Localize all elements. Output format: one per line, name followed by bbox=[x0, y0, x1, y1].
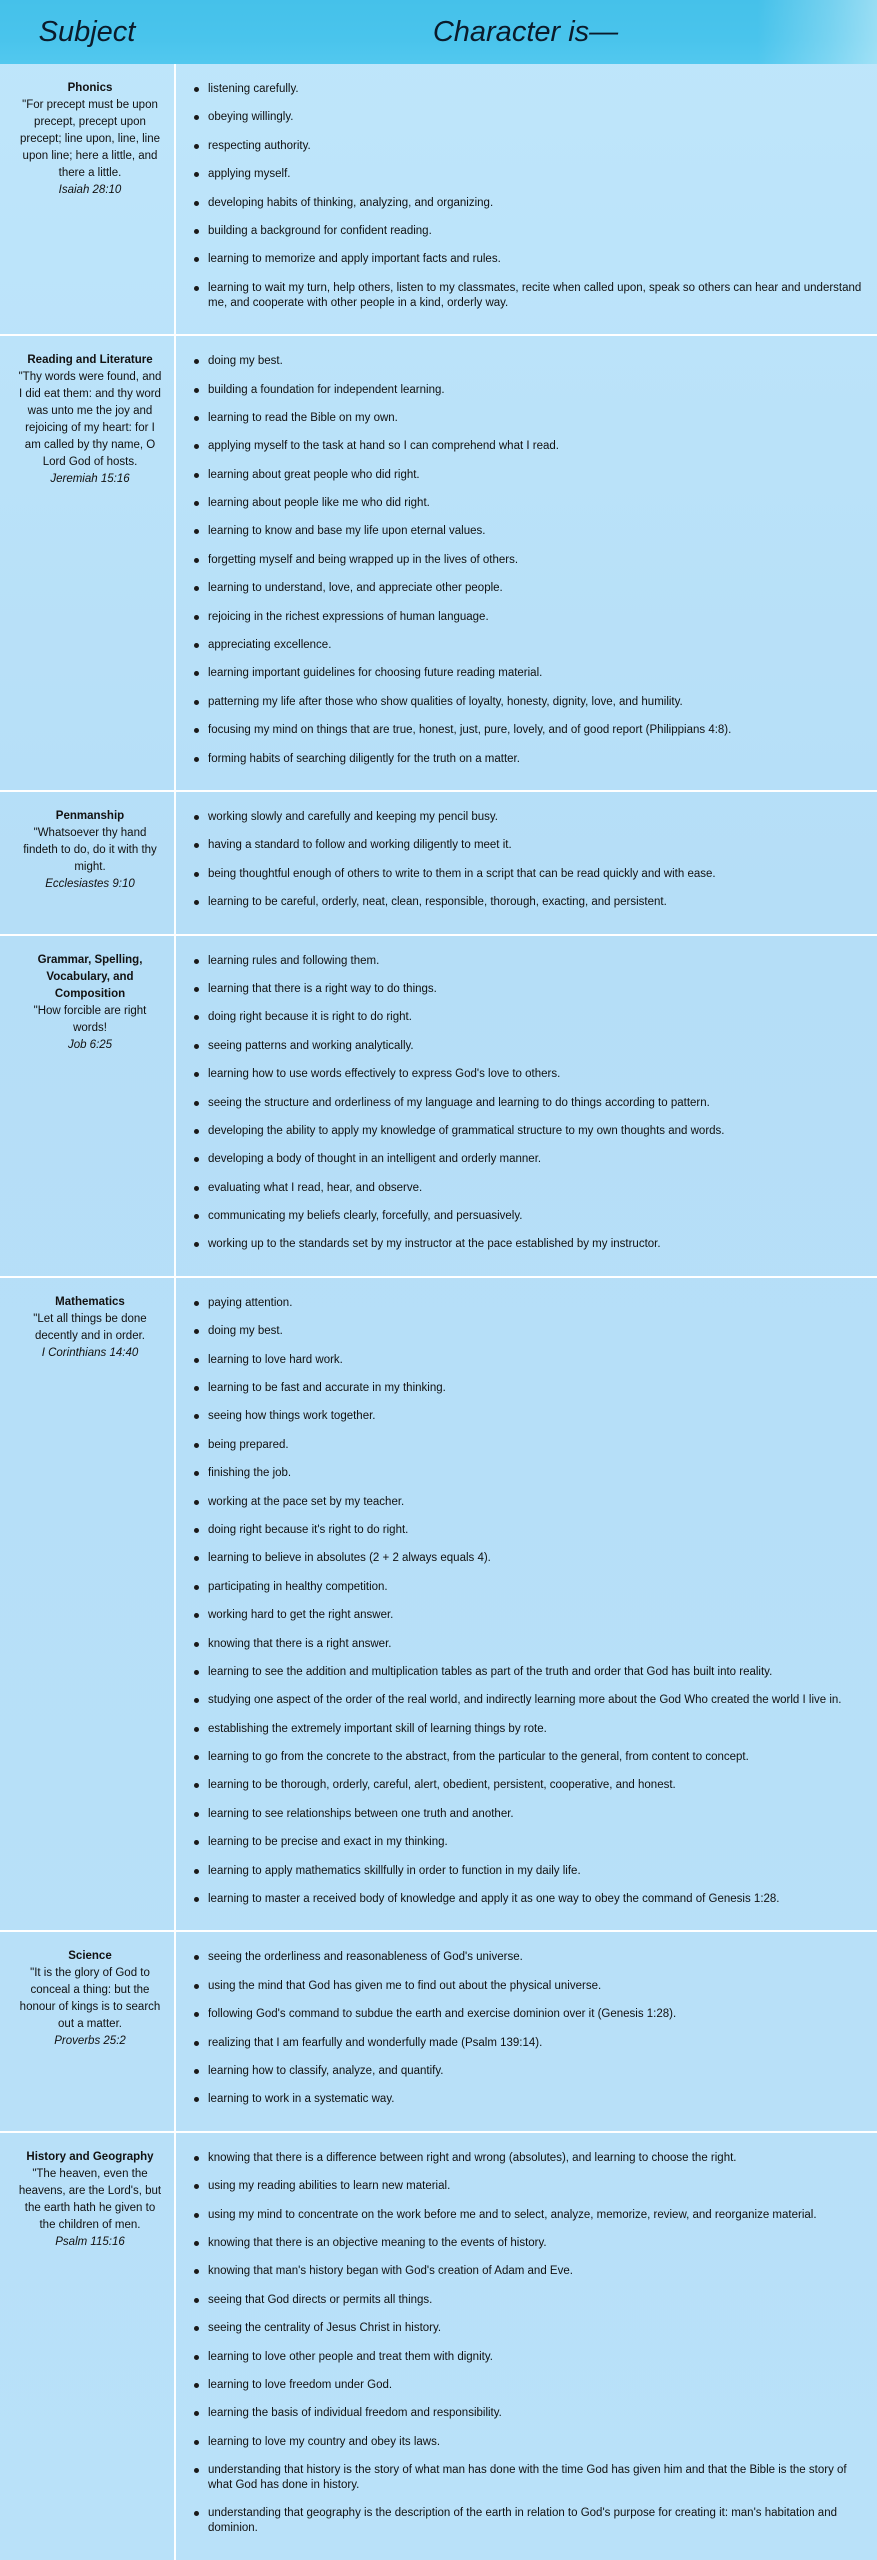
subject-name: Science bbox=[68, 1950, 112, 1963]
character-item: developing habits of thinking, analyzing, and organizing. bbox=[192, 196, 867, 211]
character-item: developing a body of thought in an intelligent and orderly manner. bbox=[192, 1152, 867, 1167]
table-header bbox=[0, 0, 877, 64]
character-item: communicating my beliefs clearly, forcefully, and persuasively. bbox=[192, 1209, 867, 1224]
character-item: respecting authority. bbox=[192, 139, 867, 154]
character-item: learning to read the Bible on my own. bbox=[192, 411, 867, 426]
scripture-verse: "Thy words were found, and I did eat them: and thy word was unto me the joy and rejoicing of my heart: for I am called by thy name, O Lord God of hosts. bbox=[18, 371, 162, 469]
character-item: knowing that there is an objective meaning to the events of history. bbox=[192, 2236, 867, 2251]
character-cell bbox=[174, 792, 877, 934]
character-item: building a background for confident reading. bbox=[192, 224, 867, 239]
character-item: forgetting myself and being wrapped up in the lives of others. bbox=[192, 553, 867, 568]
character-list bbox=[192, 1950, 867, 2107]
character-item: paying attention. bbox=[192, 1296, 867, 1311]
subject-row bbox=[0, 1930, 877, 2130]
subject-name: History and Geography bbox=[26, 2150, 154, 2163]
character-item: learning to know and base my life upon eternal values. bbox=[192, 524, 867, 539]
character-item: following God's command to subdue the earth and exercise dominion over it (Genesis 1:28). bbox=[192, 2007, 867, 2022]
character-item: establishing the extremely important skill of learning things by rote. bbox=[192, 1722, 867, 1737]
subject-name: Penmanship bbox=[55, 809, 125, 822]
subject-name: Grammar, Spelling, Vocabulary, and Composition bbox=[37, 953, 143, 1000]
character-item: developing the ability to apply my knowledge of grammatical structure to my own thoughts and words. bbox=[192, 1124, 867, 1139]
subject-column-header: Subject bbox=[38, 15, 136, 48]
character-item: learning to believe in absolutes (2 + 2 always equals 4). bbox=[192, 1551, 867, 1566]
character-item: seeing how things work together. bbox=[192, 1409, 867, 1424]
character-item: evaluating what I read, hear, and observe. bbox=[192, 1181, 867, 1196]
subject-row bbox=[0, 334, 877, 790]
character-item: learning to love freedom under God. bbox=[192, 2378, 867, 2393]
character-cell bbox=[174, 2133, 877, 2560]
scripture-reference: Job 6:25 bbox=[67, 1038, 113, 1051]
character-item: seeing the orderliness and reasonableness of God's universe. bbox=[192, 1950, 867, 1965]
character-item: learning about people like me who did right. bbox=[192, 496, 867, 511]
character-item: building a foundation for independent learning. bbox=[192, 383, 867, 398]
character-list bbox=[192, 954, 867, 1253]
scripture-verse: "It is the glory of God to conceal a thing: but the honour of kings is to search out a matter. bbox=[19, 1967, 161, 2031]
character-item: patterning my life after those who show qualities of loyalty, honesty, dignity, love, and humility. bbox=[192, 695, 867, 710]
character-item: having a standard to follow and working diligently to meet it. bbox=[192, 838, 867, 853]
scripture-reference: I Corinthians 14:40 bbox=[41, 1346, 139, 1359]
character-item: doing right because it is right to do right. bbox=[192, 1010, 867, 1025]
scripture-reference: Ecclesiastes 9:10 bbox=[45, 877, 135, 890]
character-item: doing my best. bbox=[192, 1324, 867, 1339]
character-item: working at the pace set by my teacher. bbox=[192, 1495, 867, 1510]
character-item: learning to see relationships between one truth and another. bbox=[192, 1807, 867, 1822]
subject-table bbox=[0, 64, 877, 2560]
subject-cell bbox=[0, 936, 174, 1276]
character-item: learning to be fast and accurate in my thinking. bbox=[192, 1381, 867, 1396]
character-cell bbox=[174, 336, 877, 790]
character-item: learning to be thorough, orderly, careful, alert, obedient, persistent, cooperative, and honest. bbox=[192, 1778, 867, 1793]
character-item: seeing patterns and working analytically. bbox=[192, 1039, 867, 1054]
subject-cell bbox=[0, 2133, 174, 2560]
scripture-reference: Psalm 115:16 bbox=[55, 2235, 125, 2248]
character-item: learning important guidelines for choosing future reading material. bbox=[192, 666, 867, 681]
character-item: being thoughtful enough of others to write to them in a script that can be read quickly and with ease. bbox=[192, 867, 867, 882]
character-item: obeying willingly. bbox=[192, 110, 867, 125]
character-item: using my mind to concentrate on the work before me and to select, analyze, memorize, review, and reorganize material. bbox=[192, 2208, 867, 2223]
scripture-verse: "Whatsoever thy hand findeth to do, do it with thy might. bbox=[23, 826, 157, 873]
character-item: focusing my mind on things that are true, honest, just, pure, lovely, and of good report (Philippians 4:8). bbox=[192, 723, 867, 738]
character-item: learning to master a received body of knowledge and apply it as one way to obey the command of Genesis 1:28. bbox=[192, 1892, 867, 1907]
character-item: learning to love hard work. bbox=[192, 1353, 867, 1368]
character-item: learning to love my country and obey its laws. bbox=[192, 2435, 867, 2450]
character-list bbox=[192, 810, 867, 910]
character-item: learning to be careful, orderly, neat, clean, responsible, thorough, exacting, and persistent. bbox=[192, 895, 867, 910]
character-item: working slowly and carefully and keeping my pencil busy. bbox=[192, 810, 867, 825]
subject-row bbox=[0, 790, 877, 934]
character-item: learning to work in a systematic way. bbox=[192, 2092, 867, 2107]
character-item: applying myself to the task at hand so I can comprehend what I read. bbox=[192, 439, 867, 454]
character-item: forming habits of searching diligently for the truth on a matter. bbox=[192, 752, 867, 767]
subject-name: Phonics bbox=[67, 82, 113, 94]
scripture-reference: Jeremiah 15:16 bbox=[50, 473, 130, 486]
character-item: learning to apply mathematics skillfully in order to function in my daily life. bbox=[192, 1864, 867, 1879]
character-item: understanding that geography is the description of the earth in relation to God's purpose for creating it: man's habitation and dominion. bbox=[192, 2506, 867, 2536]
character-item: using my reading abilities to learn new material. bbox=[192, 2179, 867, 2194]
character-item: learning the basis of individual freedom and responsibility. bbox=[192, 2406, 867, 2421]
scripture-verse: "Let all things be done decently and in order. bbox=[33, 1312, 147, 1342]
character-item: learning how to use words effectively to express God's love to others. bbox=[192, 1067, 867, 1082]
character-item: being prepared. bbox=[192, 1438, 867, 1453]
subject-name: Mathematics bbox=[55, 1295, 125, 1308]
scripture-verse: "How forcible are right words! bbox=[33, 1004, 147, 1034]
character-item: seeing the centrality of Jesus Christ in history. bbox=[192, 2321, 867, 2336]
character-item: learning rules and following them. bbox=[192, 954, 867, 969]
character-list bbox=[192, 354, 867, 766]
character-item: learning about great people who did right. bbox=[192, 468, 867, 483]
character-item: learning to go from the concrete to the abstract, from the particular to the general, from content to concept. bbox=[192, 1750, 867, 1765]
character-cell bbox=[174, 64, 877, 334]
scripture-verse: "The heaven, even the heavens, are the Lord's, but the earth hath he given to the children of men. bbox=[18, 2167, 162, 2231]
character-item: studying one aspect of the order of the real world, and indirectly learning more about the God Who created the world I live in. bbox=[192, 1693, 867, 1708]
subject-row bbox=[0, 2131, 877, 2560]
character-item: understanding that history is the story of what man has done with the time God has given him and that the Bible is the story of what God has done in history. bbox=[192, 2463, 867, 2493]
character-item: learning to understand, love, and appreciate other people. bbox=[192, 581, 867, 596]
character-item: doing right because it's right to do right. bbox=[192, 1523, 867, 1538]
character-cell bbox=[174, 1932, 877, 2130]
character-item: working up to the standards set by my instructor at the pace established by my instructor. bbox=[192, 1237, 867, 1252]
character-item: learning that there is a right way to do things. bbox=[192, 982, 867, 997]
character-list bbox=[192, 82, 867, 311]
subject-cell bbox=[0, 1932, 174, 2130]
character-item: finishing the job. bbox=[192, 1466, 867, 1481]
scripture-reference: Isaiah 28:10 bbox=[58, 184, 122, 196]
subject-cell bbox=[0, 336, 174, 790]
character-item: listening carefully. bbox=[192, 82, 867, 97]
character-item: knowing that man's history began with God's creation of Adam and Eve. bbox=[192, 2264, 867, 2279]
character-item: participating in healthy competition. bbox=[192, 1580, 867, 1595]
character-item: learning to be precise and exact in my thinking. bbox=[192, 1835, 867, 1850]
subject-cell bbox=[0, 1278, 174, 1931]
character-item: seeing the structure and orderliness of my language and learning to do things according to pattern. bbox=[192, 1096, 867, 1111]
subject-row bbox=[0, 64, 877, 334]
character-column-header: Character is— bbox=[432, 15, 619, 48]
subject-cell bbox=[0, 64, 174, 334]
character-item: appreciating excellence. bbox=[192, 638, 867, 653]
character-item: knowing that there is a difference between right and wrong (absolutes), and learning to choose the right. bbox=[192, 2151, 867, 2166]
character-item: using the mind that God has given me to find out about the physical universe. bbox=[192, 1979, 867, 1994]
subject-row bbox=[0, 1276, 877, 1931]
subject-name: Reading and Literature bbox=[27, 354, 153, 367]
character-list bbox=[192, 1296, 867, 1907]
character-item: doing my best. bbox=[192, 354, 867, 369]
scripture-reference: Proverbs 25:2 bbox=[54, 2035, 126, 2048]
character-item: knowing that there is a right answer. bbox=[192, 1637, 867, 1652]
subject-row bbox=[0, 934, 877, 1276]
character-item: seeing that God directs or permits all things. bbox=[192, 2293, 867, 2308]
character-item: learning to wait my turn, help others, listen to my classmates, recite when called upon, speak so others can hear and understand me, and cooperate with other people in a kind, orderly way. bbox=[192, 281, 867, 311]
subject-cell bbox=[0, 792, 174, 934]
character-item: learning to see the addition and multiplication tables as part of the truth and order that God has built into reality. bbox=[192, 1665, 867, 1680]
character-item: realizing that I am fearfully and wonderfully made (Psalm 139:14). bbox=[192, 2036, 867, 2051]
character-list bbox=[192, 2151, 867, 2537]
character-item: applying myself. bbox=[192, 167, 867, 182]
character-item: learning how to classify, analyze, and quantify. bbox=[192, 2064, 867, 2079]
character-item: learning to love other people and treat them with dignity. bbox=[192, 2350, 867, 2365]
character-item: learning to memorize and apply important facts and rules. bbox=[192, 252, 867, 267]
character-cell bbox=[174, 1278, 877, 1931]
scripture-verse: "For precept must be upon precept, precept upon precept; line upon, line, line upon line; here a little, and there a little. bbox=[19, 99, 160, 179]
character-cell bbox=[174, 936, 877, 1276]
character-item: rejoicing in the richest expressions of human language. bbox=[192, 610, 867, 625]
character-item: working hard to get the right answer. bbox=[192, 1608, 867, 1623]
